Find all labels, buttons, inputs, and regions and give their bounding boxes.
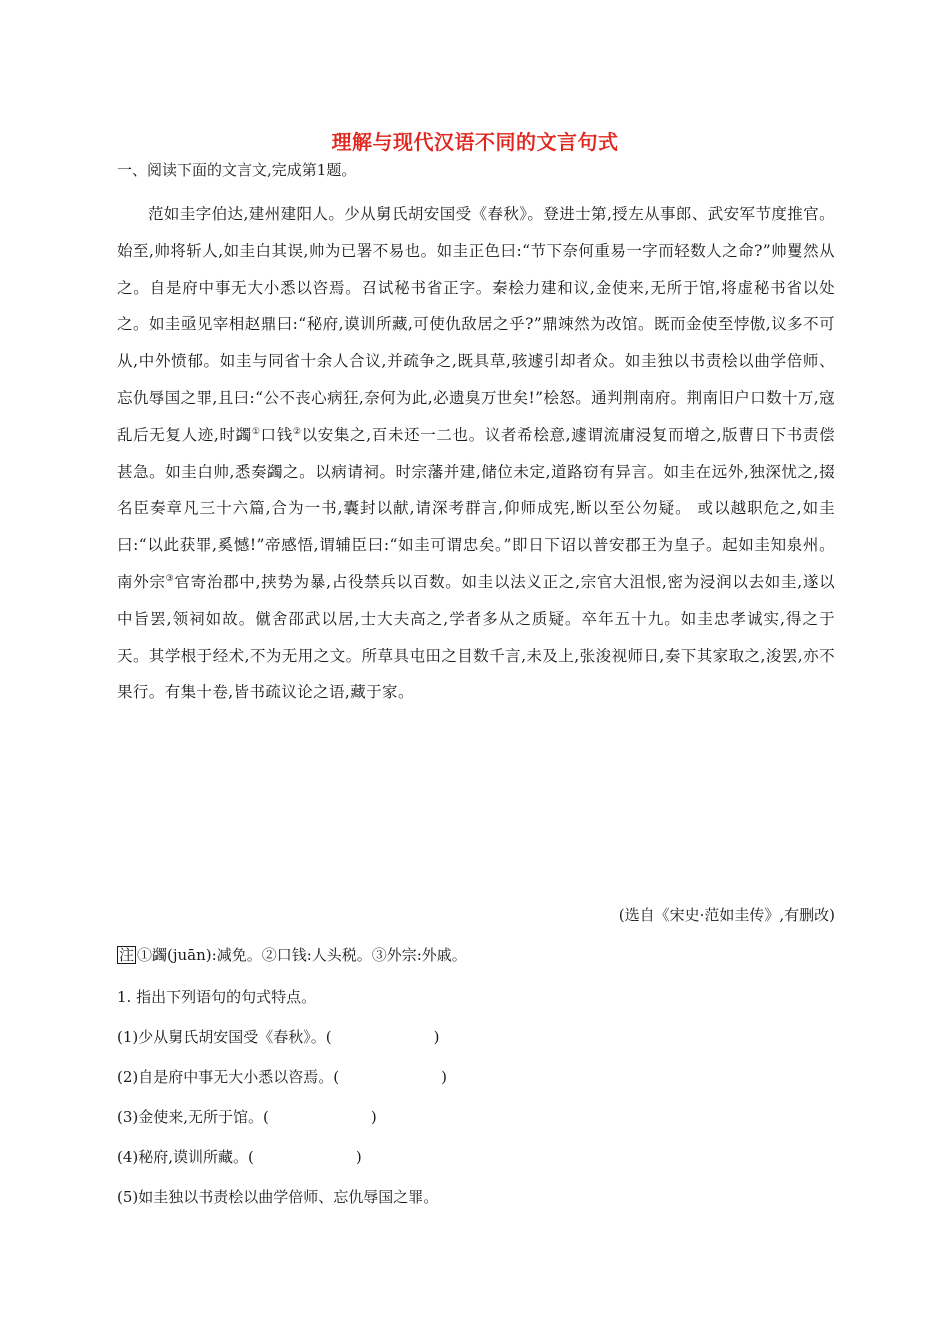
footnote-marker: ③ — [165, 573, 175, 584]
passage-text — [117, 196, 835, 711]
question-item — [117, 1187, 438, 1207]
question-item-close: ) — [370, 1108, 377, 1126]
question-item — [117, 1107, 377, 1127]
passage-segment: 口钱 — [260, 425, 293, 444]
page-title: 理解与现代汉语不同的文言句式 — [331, 130, 619, 154]
footnote-marker: ② — [292, 426, 302, 437]
passage-segment: 以安集之,百未还一二也。议者希桧意,遽谓流庸浸复而增之,版曹日下书责偿甚急。如圭白帅,悉奏蠲之。以病请祠。时宗藩并建,储位未定,道路窃有异言。如圭在远外,独深忧之,掇名臣奏章凡三十六篇,合为一书,囊封以献,请深考群言,仰师成宪,断以至公勿疑。 或以越职危之,如圭曰:“以此获罪,奚憾!”帝感悟,谓辅臣曰:“如圭可谓忠矣。”即日下诏以普安郡王为皇子。起如圭知泉州。南外宗 — [117, 425, 836, 591]
question-item-text: (4)秘府,谟训所藏。( — [117, 1148, 254, 1166]
passage-segment: 范如圭字伯达,建州建阳人。少从舅氏胡安国受《春秋》。登进士第,授左从事郎、武安军节度推官。始至,帅将斩人,如圭白其误,帅为已署不易也。如圭正色曰:“节下奈何重易一字而轻数人之命?”帅矍然从之。自是府中事无大小悉以咨焉。召试秘书省正字。秦桧力建和议,金使来,无所于馆,将虚秘书省以处之。如圭亟见宰相赵鼎曰:“秘府,谟训所藏,可使仇敌居之乎?”鼎竦然为改馆。既而金使至悖傲,议多不可从,中外愤郁。如圭与同省十余人合议,并疏争之,既具草,骇遽引却者众。如圭独以书责桧以曲学倍师、忘仇辱国之罪,且曰:“公不丧心病狂,奈何为此,必遗臭万世矣!”桧怒。通判荆南府。荆南旧户口数十万,寇乱后无复人迹,时蠲 — [117, 205, 836, 444]
question-item — [117, 1027, 439, 1047]
footnotes — [117, 945, 467, 965]
question-stem: 1. 指出下列语句的句式特点。 — [117, 988, 317, 1006]
question-item-text: (1)少从舅氏胡安国受《春秋》。( — [117, 1028, 332, 1046]
footnote-marker: ① — [251, 426, 261, 437]
source-citation: (选自《宋史·范如圭传》,有删改) — [618, 906, 835, 924]
question-item-close: ) — [433, 1028, 440, 1046]
passage-segment: 官寄治郡中,挟势为暴,占役禁兵以百数。如圭以法义正之,宗官大沮恨,密为浸润以去如圭,遂以中旨罢,领祠如故。僦舍邵武以居,士大夫高之,学者多从之质疑。卒年五十九。如圭忠孝诚实,得之于天。其学根于经术,不为无用之文。所草具屯田之目数千言,未及上,张浚视师日,奏下其家取之,浚罢,亦不果行。有集十卷,皆书疏议论之语,藏于家。 — [117, 572, 836, 702]
footnotes-text: ①蠲(juān):减免。②口钱:人头税。③外宗:外戚。 — [137, 946, 467, 964]
question-item — [117, 1067, 447, 1087]
question-item — [117, 1147, 362, 1167]
note-label-box: 注 — [119, 946, 135, 964]
question-item-text: (2)自是府中事无大小悉以咨焉。( — [117, 1068, 340, 1086]
section-heading: 一、阅读下面的文言文,完成第1题。 — [117, 161, 357, 179]
question-item-text: (3)金使来,无所于馆。( — [117, 1108, 269, 1126]
question-item-close: ) — [355, 1148, 362, 1166]
question-item-text: (5)如圭独以书责桧以曲学倍师、忘仇辱国之罪。 — [117, 1188, 439, 1206]
question-item-close: ) — [441, 1068, 447, 1086]
